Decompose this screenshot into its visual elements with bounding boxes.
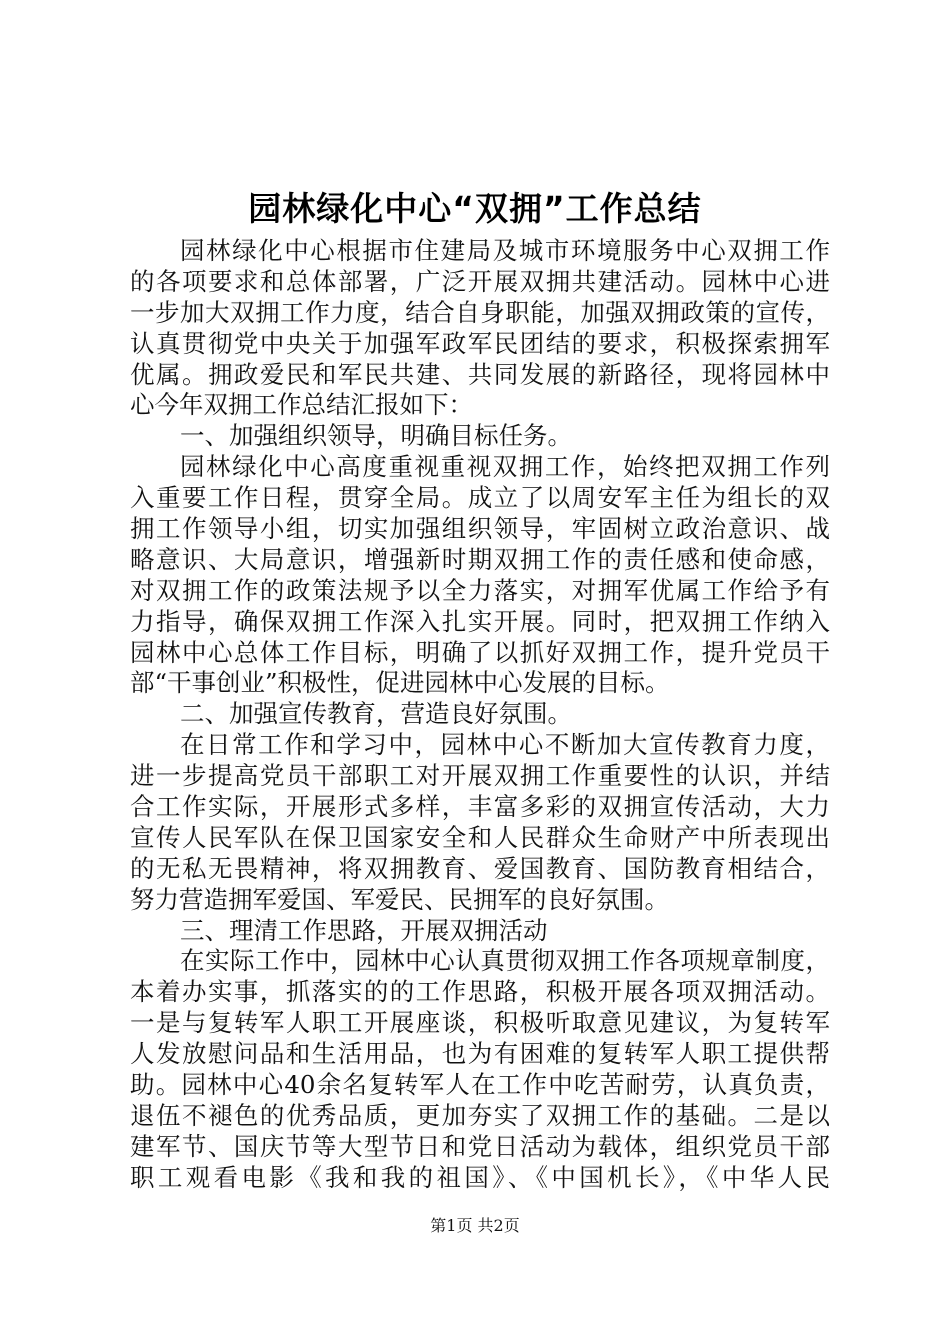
text-line: 一是与复转军人职工开展座谈，积极听取意见建议，为复转军 <box>130 1008 830 1038</box>
text-line: 一、加强组织领导，明确目标任务。 <box>180 421 572 451</box>
text-line: 在实际工作中，园林中心认真贯彻双拥工作各项规章制度， <box>180 946 830 976</box>
text-line: 三、理清工作思路，开展双拥活动 <box>180 915 548 945</box>
document-title: 园林绿化中心“双拥”工作总结 <box>248 189 702 228</box>
text-line: 合工作实际，开展形式多样，丰富多彩的双拥宣传活动，大力 <box>130 792 830 822</box>
text-line: 退伍不褪色的优秀品质，更加夯实了双拥工作的基础。二是以 <box>130 1100 830 1130</box>
text-line: 宣传人民军队在保卫国家安全和人民群众生命财产中所表现出 <box>130 822 830 852</box>
text-line: 在日常工作和学习中，园林中心不断加大宣传教育力度， <box>180 730 830 760</box>
document-body <box>130 236 830 1194</box>
text-line: 人发放慰问品和生活用品，也为有困难的复转军人职工提供帮 <box>130 1039 830 1069</box>
text-line: 优属。拥政爱民和军民共建、共同发展的新路径，现将园林中 <box>130 359 830 389</box>
text-line: 努力营造拥军爱国、军爱民、民拥军的良好氛围。 <box>130 884 669 914</box>
text-line: 职工观看电影《我和我的祖国》、《中国机长》，《中华人民 <box>130 1162 830 1192</box>
text-line: 心今年双拥工作总结汇报如下： <box>130 390 473 420</box>
text-line: 部“干事创业”积极性，促进园林中心发展的目标。 <box>130 668 670 698</box>
text-line: 力指导，确保双拥工作深入扎实开展。同时，把双拥工作纳入 <box>130 606 830 636</box>
text-line: 的无私无畏精神，将双拥教育、爱国教育、国防教育相结合， <box>130 853 830 883</box>
text-line: 的各项要求和总体部署，广泛开展双拥共建活动。园林中心进 <box>130 266 830 296</box>
text-line: 园林绿化中心高度重视重视双拥工作，始终把双拥工作列 <box>180 452 830 482</box>
text-line: 园林绿化中心根据市住建局及城市环境服务中心双拥工作 <box>180 236 830 265</box>
text-line: 建军节、国庆节等大型节日和党日活动为载体，组织党员干部 <box>130 1131 830 1161</box>
text-line: 助。园林中心40余名复转军人在工作中吃苦耐劳，认真负责， <box>130 1070 830 1100</box>
text-line: 拥工作领导小组，切实加强组织领导，牢固树立政治意识、战 <box>130 514 830 544</box>
text-line: 认真贯彻党中央关于加强军政军民团结的要求，积极探索拥军 <box>130 328 830 358</box>
text-line: 一步加大双拥工作力度，结合自身职能，加强双拥政策的宣传， <box>130 297 830 327</box>
text-line: 二、加强宣传教育，营造良好氛围。 <box>180 699 572 729</box>
page-footer: 第1页 共2页 <box>430 1216 520 1235</box>
text-line: 进一步提高党员干部职工对开展双拥工作重要性的认识，并结 <box>130 761 830 791</box>
text-line: 略意识、大局意识，增强新时期双拥工作的责任感和使命感， <box>130 544 830 574</box>
text-line: 对双拥工作的政策法规予以全力落实，对拥军优属工作给予有 <box>130 575 830 605</box>
text-line: 入重要工作日程，贯穿全局。成立了以周安军主任为组长的双 <box>130 483 830 513</box>
text-line: 园林中心总体工作目标，明确了以抓好双拥工作，提升党员干 <box>130 637 830 667</box>
text-line: 本着办实事，抓落实的的工作思路，积极开展各项双拥活动。 <box>130 977 830 1007</box>
